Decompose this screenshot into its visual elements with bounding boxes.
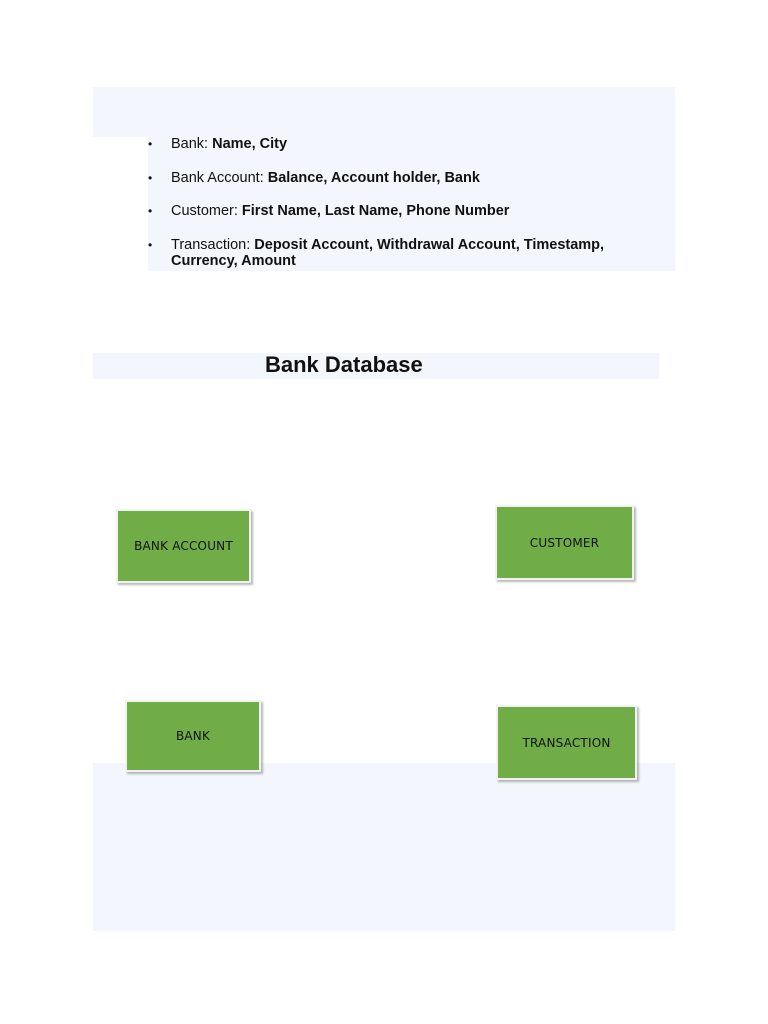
bullet-icon: • bbox=[148, 170, 153, 185]
page-title: Bank Database bbox=[265, 352, 423, 377]
list-item bbox=[148, 203, 648, 220]
bank-account-box bbox=[116, 509, 251, 583]
bullet-icon: • bbox=[148, 204, 153, 218]
bullet-icon: • bbox=[148, 237, 153, 252]
shaded-region-top-left bbox=[93, 87, 148, 137]
entity-label: Customer: bbox=[171, 203, 238, 219]
entity-label: Bank: bbox=[171, 136, 209, 152]
entity-attribute-list bbox=[148, 136, 648, 287]
bullet-icon: • bbox=[148, 137, 153, 151]
list-item bbox=[148, 136, 648, 153]
customer-box bbox=[495, 505, 634, 580]
bank-box bbox=[125, 700, 261, 772]
transaction-label: TRANSACTION bbox=[522, 735, 611, 750]
bank-account-label: BANK ACCOUNT bbox=[134, 539, 233, 553]
entity-label: Transaction: bbox=[171, 236, 251, 253]
bank-label: BANK bbox=[175, 729, 211, 743]
shaded-region-bottom bbox=[93, 763, 675, 931]
entity-attributes: Deposit Account, Withdrawal Account, Timestamp, Currency, Amount bbox=[171, 236, 605, 269]
entity-attributes: Name, City bbox=[212, 136, 288, 152]
list-item bbox=[148, 237, 648, 270]
entity-attributes: Balance, Account holder, Bank bbox=[267, 169, 480, 186]
customer-label: CUSTOMER bbox=[529, 535, 600, 550]
transaction-box bbox=[496, 705, 637, 780]
list-item bbox=[148, 170, 648, 187]
entity-label: Bank Account: bbox=[171, 169, 264, 186]
entity-attributes: First Name, Last Name, Phone Number bbox=[241, 203, 510, 219]
